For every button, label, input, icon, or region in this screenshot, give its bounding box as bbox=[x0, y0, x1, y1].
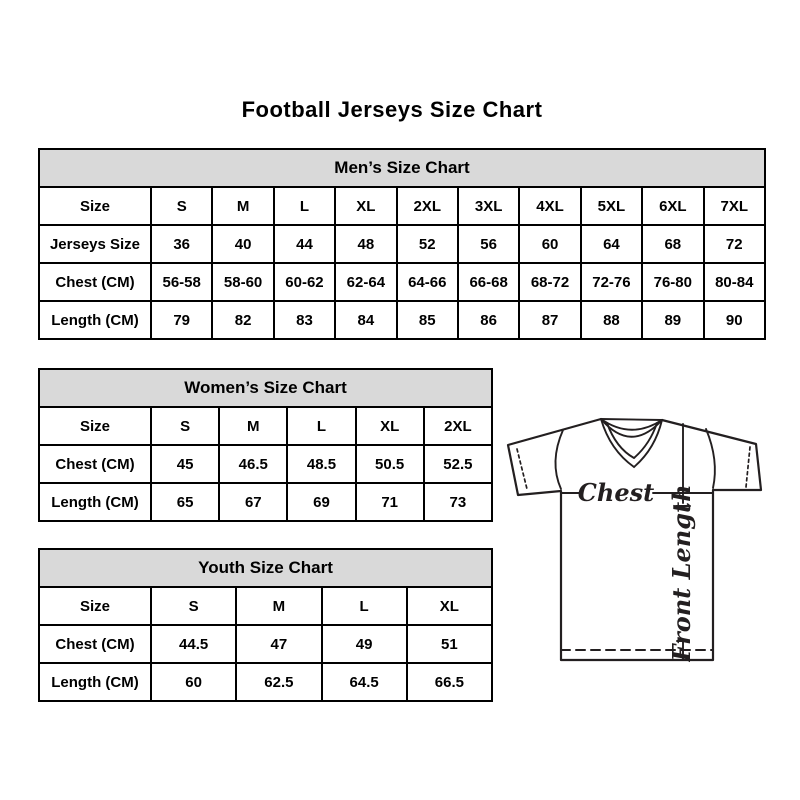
value-cell: 88 bbox=[581, 301, 642, 339]
value-cell: 44.5 bbox=[151, 625, 236, 663]
value-cell: 3XL bbox=[458, 187, 519, 225]
table-row bbox=[39, 263, 765, 301]
value-cell: XL bbox=[356, 407, 424, 445]
value-cell: 45 bbox=[151, 445, 219, 483]
value-cell: 2XL bbox=[424, 407, 492, 445]
value-cell: 49 bbox=[322, 625, 407, 663]
table-row bbox=[39, 187, 765, 225]
value-cell: S bbox=[151, 587, 236, 625]
value-cell: L bbox=[274, 187, 335, 225]
youth-table-title: Youth Size Chart bbox=[39, 549, 492, 587]
value-cell: 69 bbox=[287, 483, 355, 521]
value-cell: 4XL bbox=[519, 187, 580, 225]
row-label-cell: Chest (CM) bbox=[39, 263, 151, 301]
value-cell: 56-58 bbox=[151, 263, 212, 301]
value-cell: XL bbox=[407, 587, 492, 625]
value-cell: 48.5 bbox=[287, 445, 355, 483]
value-cell: 60-62 bbox=[274, 263, 335, 301]
value-cell: 76-80 bbox=[642, 263, 703, 301]
row-label-cell: Length (CM) bbox=[39, 483, 151, 521]
value-cell: 52.5 bbox=[424, 445, 492, 483]
row-label-cell: Length (CM) bbox=[39, 663, 151, 701]
value-cell: 58-60 bbox=[212, 263, 273, 301]
value-cell: 5XL bbox=[581, 187, 642, 225]
womens-table-title: Women’s Size Chart bbox=[39, 369, 492, 407]
value-cell: 51 bbox=[407, 625, 492, 663]
value-cell: 40 bbox=[212, 225, 273, 263]
value-cell: 86 bbox=[458, 301, 519, 339]
page-title: Football Jerseys Size Chart bbox=[241, 97, 543, 122]
value-cell: 79 bbox=[151, 301, 212, 339]
row-label-cell: Length (CM) bbox=[39, 301, 151, 339]
value-cell: 64 bbox=[581, 225, 642, 263]
value-cell: 52 bbox=[397, 225, 458, 263]
value-cell: 60 bbox=[519, 225, 580, 263]
value-cell: 82 bbox=[212, 301, 273, 339]
table-row bbox=[39, 483, 492, 521]
value-cell: 47 bbox=[236, 625, 321, 663]
value-cell: 80-84 bbox=[704, 263, 765, 301]
value-cell: L bbox=[322, 587, 407, 625]
row-label-cell: Chest (CM) bbox=[39, 625, 151, 663]
value-cell: 90 bbox=[704, 301, 765, 339]
value-cell: 66.5 bbox=[407, 663, 492, 701]
table-row bbox=[39, 301, 765, 339]
value-cell: 73 bbox=[424, 483, 492, 521]
value-cell: M bbox=[219, 407, 287, 445]
value-cell: 66-68 bbox=[458, 263, 519, 301]
row-label-cell: Chest (CM) bbox=[39, 445, 151, 483]
value-cell: 83 bbox=[274, 301, 335, 339]
womens-table-body bbox=[39, 407, 492, 521]
table-row bbox=[39, 587, 492, 625]
value-cell: 68 bbox=[642, 225, 703, 263]
table-row bbox=[39, 663, 492, 701]
youth-table-body bbox=[39, 587, 492, 701]
table-row bbox=[39, 225, 765, 263]
row-label-cell: Jerseys Size bbox=[39, 225, 151, 263]
value-cell: 48 bbox=[335, 225, 396, 263]
value-cell: 68-72 bbox=[519, 263, 580, 301]
value-cell: S bbox=[151, 407, 219, 445]
youth-size-chart-table bbox=[38, 548, 493, 702]
value-cell: XL bbox=[335, 187, 396, 225]
value-cell: 60 bbox=[151, 663, 236, 701]
value-cell: S bbox=[151, 187, 212, 225]
value-cell: 44 bbox=[274, 225, 335, 263]
value-cell: 2XL bbox=[397, 187, 458, 225]
value-cell: M bbox=[236, 587, 321, 625]
row-label-cell: Size bbox=[39, 187, 151, 225]
value-cell: 50.5 bbox=[356, 445, 424, 483]
value-cell: 84 bbox=[335, 301, 396, 339]
value-cell: 65 bbox=[151, 483, 219, 521]
womens-size-chart-table bbox=[38, 368, 493, 522]
value-cell: 62-64 bbox=[335, 263, 396, 301]
table-row bbox=[39, 407, 492, 445]
value-cell: 72 bbox=[704, 225, 765, 263]
value-cell: 85 bbox=[397, 301, 458, 339]
value-cell: 56 bbox=[458, 225, 519, 263]
value-cell: 64-66 bbox=[397, 263, 458, 301]
value-cell: L bbox=[287, 407, 355, 445]
value-cell: 7XL bbox=[704, 187, 765, 225]
row-label-cell: Size bbox=[39, 587, 151, 625]
value-cell: 36 bbox=[151, 225, 212, 263]
front-length-label: Front Length bbox=[667, 484, 696, 662]
value-cell: 87 bbox=[519, 301, 580, 339]
value-cell: 46.5 bbox=[219, 445, 287, 483]
value-cell: 71 bbox=[356, 483, 424, 521]
mens-table-title: Men’s Size Chart bbox=[39, 149, 765, 187]
value-cell: 67 bbox=[219, 483, 287, 521]
value-cell: 72-76 bbox=[581, 263, 642, 301]
jersey-measurement-diagram bbox=[503, 410, 768, 670]
value-cell: 6XL bbox=[642, 187, 703, 225]
chest-label: Chest bbox=[577, 478, 655, 507]
row-label-cell: Size bbox=[39, 407, 151, 445]
table-row bbox=[39, 445, 492, 483]
mens-size-chart-table bbox=[38, 148, 766, 340]
value-cell: 62.5 bbox=[236, 663, 321, 701]
value-cell: M bbox=[212, 187, 273, 225]
jersey-diagram-icon bbox=[503, 410, 768, 670]
table-row bbox=[39, 625, 492, 663]
value-cell: 89 bbox=[642, 301, 703, 339]
mens-table-body bbox=[39, 187, 765, 339]
value-cell: 64.5 bbox=[322, 663, 407, 701]
